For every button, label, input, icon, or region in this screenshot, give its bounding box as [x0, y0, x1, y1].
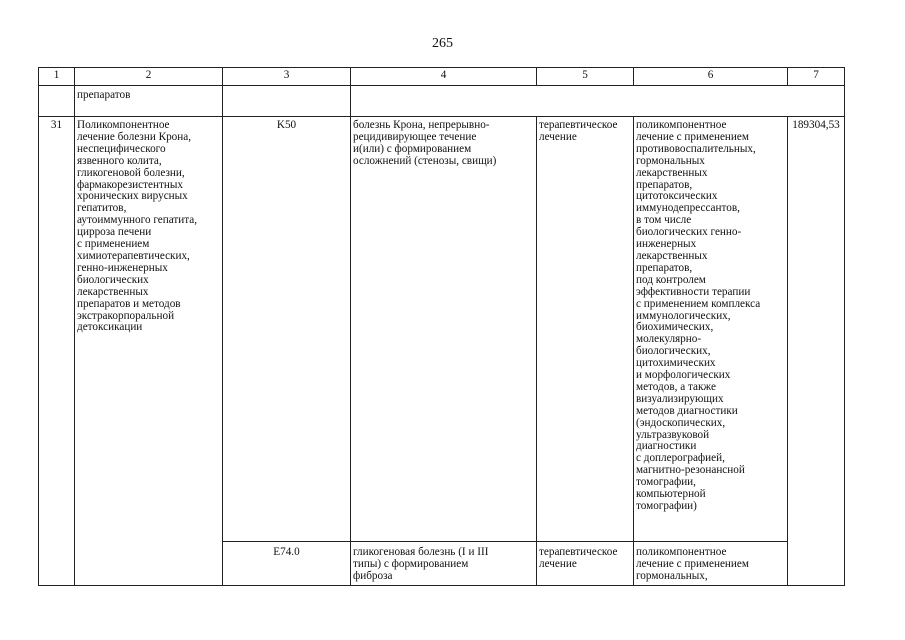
text-line: противовоспалительных, [636, 142, 756, 155]
continuation-rest-cell [351, 86, 845, 117]
text-line: диагностики [636, 440, 697, 453]
text-line: томографии) [636, 500, 697, 512]
text-line: препаратов, [636, 178, 693, 191]
text-line: хронических вирусных [77, 190, 188, 203]
text-line: терапевтическое [539, 546, 618, 558]
text-line: визуализирующих [636, 392, 724, 405]
text-line: препаратов и методов [77, 297, 181, 310]
text-line: Поликомпонентное [77, 119, 170, 131]
text-line: лекарственных [636, 249, 708, 262]
text-line: гепатитов, [77, 202, 127, 215]
text-line: под контролем [636, 273, 706, 286]
text-line: томографии, [636, 476, 696, 489]
column-header-5: 5 [537, 68, 634, 86]
text-line: иммунологических, [636, 309, 731, 322]
column-header-3: 3 [223, 68, 351, 86]
text-line: терапевтическое [539, 119, 618, 131]
text-line: биологических генно- [636, 226, 742, 239]
text-line: компьютерной [636, 488, 706, 501]
text-line: детоксикации [77, 321, 143, 334]
treatment-method-cell [634, 117, 788, 542]
text-line: гликогеновая болезнь (I и III [353, 546, 489, 558]
text-line: инженерных [636, 238, 697, 251]
column-number-row [39, 68, 845, 86]
text-line: неспецифического [77, 142, 166, 155]
column-header-1: 1 [39, 68, 75, 86]
text-line: генно-инженерных [77, 261, 168, 274]
text-line: аутоиммунного гепатита, [77, 214, 198, 227]
text-line: экстракорпоральной [77, 309, 175, 322]
text-line: магнитно-резонансной [636, 464, 745, 477]
text-line: биологических [77, 273, 149, 286]
treatment-type-cell-e74 [537, 542, 634, 586]
text-line: в том числе [636, 214, 692, 227]
text-line: типы) с формированием [353, 557, 469, 570]
column-header-6: 6 [634, 68, 788, 86]
intervention-name-cell [75, 117, 223, 586]
text-line: гормональных [636, 154, 705, 167]
column-header-2: 2 [75, 68, 223, 86]
text-line: (эндоскопических, [636, 416, 726, 429]
treatment-method-cell-e74 [634, 542, 788, 586]
text-line: методов диагностики [636, 404, 738, 417]
patient-model-cell-e74 [351, 542, 537, 586]
text-line: и(или) с формированием [353, 142, 472, 155]
table-row-31 [39, 117, 845, 542]
icd-code-cell-e74: E74.0 [223, 542, 351, 586]
cost-cell: 189304,53 [788, 117, 845, 542]
text-line: лечение [539, 557, 577, 570]
text-line: биохимических, [636, 321, 714, 334]
text-line: лечение с применением [636, 557, 749, 570]
text-line: молекулярно- [636, 333, 702, 346]
cost-cell-e74 [788, 542, 845, 586]
text-line: химиотерапевтических, [77, 249, 190, 262]
text-line: цитотоксических [636, 190, 718, 203]
text-line: биологических, [636, 345, 711, 358]
text-line: с применением комплекса [636, 297, 761, 310]
continuation-name-cell: препаратов [75, 86, 223, 117]
text-line: поликомпонентное [636, 119, 727, 131]
row-number-cell: 31 [39, 117, 75, 586]
text-line: цирроза печени [77, 226, 152, 239]
page-number: 265 [432, 36, 453, 51]
text-line: гормональных, [636, 569, 708, 582]
text-line: фиброза [353, 569, 393, 582]
text-line: лечение болезни Крона, [77, 130, 192, 143]
text-line: цитохимических [636, 357, 716, 370]
text-line: и морфологических [636, 369, 731, 382]
text-line: методов, а также [636, 380, 716, 393]
patient-model-cell [351, 117, 537, 542]
text-line: поликомпонентное [636, 546, 727, 558]
text-line: иммунодепрессантов, [636, 202, 740, 215]
treatment-type-cell [537, 117, 634, 542]
text-line: лекарственных [636, 166, 708, 179]
text-line: ультразвуковой [636, 428, 710, 441]
text-line: лечение [539, 130, 577, 143]
text-line: рецидивирующее течение [353, 130, 477, 143]
continuation-num-cell [39, 86, 75, 117]
text-line: с применением [77, 238, 150, 251]
column-header-4: 4 [351, 68, 537, 86]
text-line: препаратов, [636, 261, 693, 274]
text-line: эффективности терапии [636, 285, 751, 298]
continuation-code-cell [223, 86, 351, 117]
continuation-row [39, 86, 845, 117]
icd-code-cell: K50 [223, 117, 351, 542]
text-line: лекарственных [77, 285, 149, 298]
column-header-7: 7 [788, 68, 845, 86]
medical-care-table [38, 67, 845, 586]
text-line: гликогеновой болезни, [77, 166, 185, 179]
text-line: болезнь Крона, непрерывно- [353, 119, 490, 131]
text-line: фармакорезистентных [77, 178, 183, 191]
text-line: осложнений (стенозы, свищи) [353, 154, 497, 167]
text-line: с доплерографией, [636, 452, 725, 465]
text-line: язвенного колита, [77, 154, 162, 167]
text-line: лечение с применением [636, 130, 749, 143]
